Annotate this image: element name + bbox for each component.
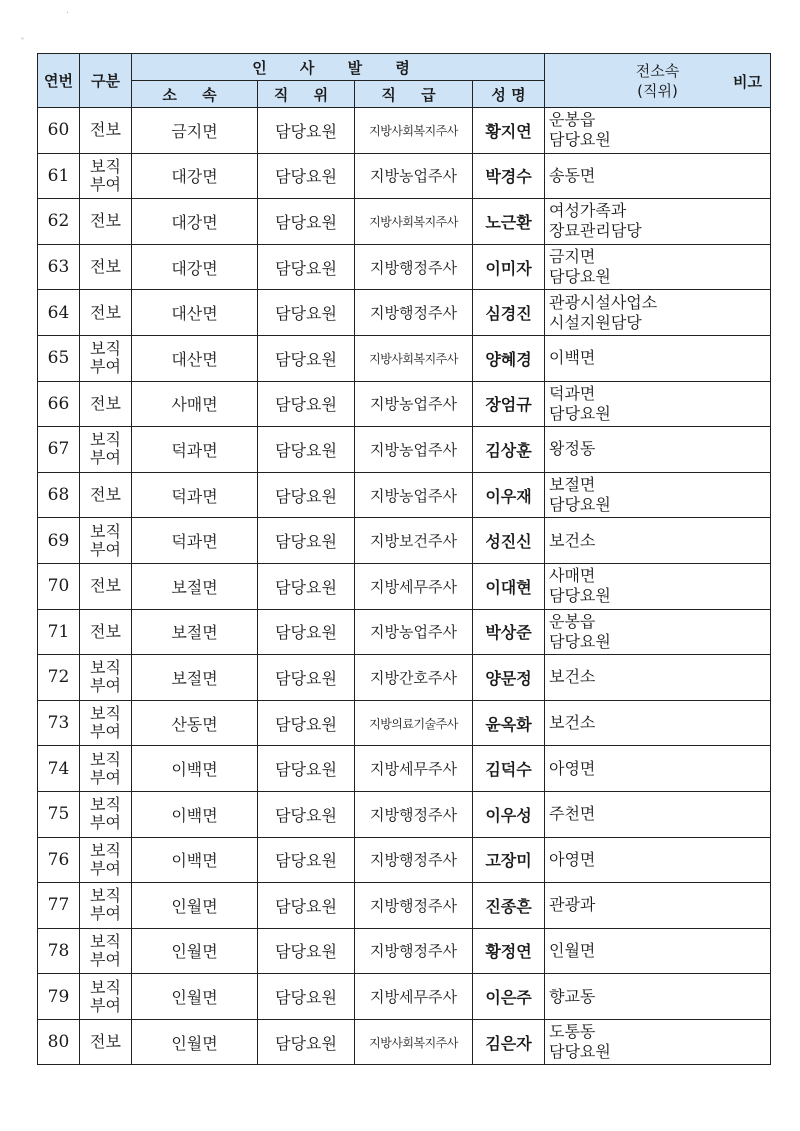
- row-name: 이우성: [473, 791, 545, 837]
- row-name: 이우재: [473, 472, 545, 518]
- row-position: 담당요원: [258, 928, 355, 974]
- row-type-line: 보직: [90, 430, 121, 450]
- row-grade: 지방행정주사: [355, 837, 473, 883]
- table-row: [38, 883, 771, 929]
- row-type-line: 전보: [90, 120, 121, 140]
- row-type-line: 부여: [90, 949, 121, 969]
- row-dest-line: 금지면: [549, 247, 596, 267]
- row-dest: [545, 928, 743, 974]
- row-type-line: 전보: [90, 485, 121, 505]
- table-header: [38, 54, 771, 108]
- header-type: 구분: [80, 54, 132, 108]
- row-remark: [743, 655, 771, 701]
- row-dept: 대강면: [132, 244, 258, 290]
- row-remark: [743, 199, 771, 245]
- row-type-line: 전보: [90, 211, 121, 231]
- table-row: [38, 974, 771, 1020]
- row-type-line: 보직: [90, 156, 121, 176]
- row-position: 담당요원: [258, 335, 355, 381]
- row-type-line: 부여: [90, 676, 121, 696]
- row-name: 황지연: [473, 108, 545, 154]
- row-position: 담당요원: [258, 746, 355, 792]
- table-row: [38, 335, 771, 381]
- row-type-line: 전보: [90, 621, 121, 641]
- row-dest-line: 보건소: [549, 713, 596, 733]
- row-dept: 대산면: [132, 335, 258, 381]
- row-dest-line: 담당요원: [549, 130, 611, 150]
- row-dest: [545, 518, 743, 564]
- table-row: [38, 108, 771, 154]
- row-remark: [743, 974, 771, 1020]
- row-dest-line: 장묘관리담당: [549, 221, 642, 241]
- row-dest-line: 사매면: [549, 566, 596, 586]
- row-dest-line: 담당요원: [549, 267, 611, 287]
- row-dest-line: 아영면: [549, 758, 596, 778]
- row-type: [80, 335, 132, 381]
- row-dest: [545, 609, 743, 655]
- row-grade: 지방보건주사: [355, 518, 473, 564]
- row-dept: 인월면: [132, 883, 258, 929]
- row-remark: [743, 108, 771, 154]
- header-remark: 비고: [733, 73, 763, 91]
- table-row: [38, 518, 771, 564]
- row-dept: 대산면: [132, 290, 258, 336]
- row-no: 60: [38, 108, 80, 154]
- row-name: 윤옥화: [473, 700, 545, 746]
- row-type-line: 보직: [90, 977, 121, 997]
- row-dept: 덕과면: [132, 518, 258, 564]
- row-no: 71: [38, 609, 80, 655]
- row-type: [80, 427, 132, 473]
- row-type: [80, 883, 132, 929]
- row-no: 72: [38, 655, 80, 701]
- row-grade: 지방농업주사: [355, 427, 473, 473]
- row-position: 담당요원: [258, 700, 355, 746]
- row-grade: 지방사회복지주사: [355, 199, 473, 245]
- row-dest-line: 운봉읍: [549, 611, 596, 631]
- row-no: 77: [38, 883, 80, 929]
- row-position: 담당요원: [258, 427, 355, 473]
- row-remark: [743, 335, 771, 381]
- row-dept: 이백면: [132, 837, 258, 883]
- row-type: [80, 700, 132, 746]
- row-position: 담당요원: [258, 472, 355, 518]
- row-grade: 지방사회복지주사: [355, 1019, 473, 1065]
- row-no: 75: [38, 791, 80, 837]
- row-type-line: 보직: [90, 749, 121, 769]
- row-type-line: 부여: [90, 813, 121, 833]
- row-name: 양혜경: [473, 335, 545, 381]
- row-remark: [743, 700, 771, 746]
- row-type-line: 보직: [90, 704, 121, 724]
- row-dept: 덕과면: [132, 472, 258, 518]
- row-type: [80, 746, 132, 792]
- table-row: [38, 837, 771, 883]
- table-row: [38, 928, 771, 974]
- row-dest: [545, 837, 743, 883]
- row-grade: 지방사회복지주사: [355, 108, 473, 154]
- row-remark: [743, 244, 771, 290]
- row-position: 담당요원: [258, 791, 355, 837]
- row-type-line: 전보: [90, 1032, 121, 1052]
- row-dest-line: 향교동: [549, 986, 596, 1006]
- row-dept: 인월면: [132, 974, 258, 1020]
- header-dest-line1: 전소속: [635, 61, 680, 80]
- row-position: 담당요원: [258, 518, 355, 564]
- row-no: 63: [38, 244, 80, 290]
- row-type: [80, 290, 132, 336]
- row-position: 담당요원: [258, 244, 355, 290]
- row-dest-line: 담당요원: [549, 495, 611, 515]
- row-type: [80, 609, 132, 655]
- row-dest-line: 담당요원: [549, 631, 611, 651]
- row-dest: [545, 472, 743, 518]
- row-position: 담당요원: [258, 974, 355, 1020]
- row-position: 담당요원: [258, 563, 355, 609]
- row-remark: [743, 928, 771, 974]
- row-name: 노근환: [473, 199, 545, 245]
- row-dest-line: 인월면: [549, 940, 596, 960]
- table-row: [38, 244, 771, 290]
- row-dest: [545, 700, 743, 746]
- row-position: 담당요원: [258, 108, 355, 154]
- row-no: 65: [38, 335, 80, 381]
- row-dest-line: 운봉읍: [549, 110, 596, 130]
- row-name: 김상훈: [473, 427, 545, 473]
- row-type-line: 부여: [90, 539, 121, 559]
- table-row: [38, 290, 771, 336]
- row-grade: 지방행정주사: [355, 928, 473, 974]
- row-no: 78: [38, 928, 80, 974]
- row-type-line: 보직: [90, 840, 121, 860]
- row-no: 76: [38, 837, 80, 883]
- row-position: 담당요원: [258, 290, 355, 336]
- row-position: 담당요원: [258, 199, 355, 245]
- row-dept: 덕과면: [132, 427, 258, 473]
- row-no: 61: [38, 153, 80, 199]
- row-dest-line: 여성가족과: [549, 201, 627, 221]
- row-grade: 지방농업주사: [355, 609, 473, 655]
- row-type-line: 전보: [90, 302, 121, 322]
- row-type-line: 부여: [90, 904, 121, 924]
- row-no: 70: [38, 563, 80, 609]
- row-dest-line: 보건소: [549, 667, 596, 687]
- row-remark: [743, 472, 771, 518]
- row-grade: 지방의료기술주사: [355, 700, 473, 746]
- row-name: 심경진: [473, 290, 545, 336]
- row-remark: [743, 153, 771, 199]
- row-dest: [545, 974, 743, 1020]
- row-type: [80, 153, 132, 199]
- row-grade: 지방사회복지주사: [355, 335, 473, 381]
- row-type-line: 보직: [90, 521, 121, 541]
- row-dest: [545, 655, 743, 701]
- row-dest-line: 담당요원: [549, 1042, 611, 1062]
- row-type-line: 부여: [90, 858, 121, 878]
- row-remark: [743, 837, 771, 883]
- table-row: [38, 1019, 771, 1065]
- row-dest: [545, 199, 743, 245]
- table-body: [38, 108, 771, 1065]
- row-type: [80, 472, 132, 518]
- row-type-line: 부여: [90, 722, 121, 742]
- row-remark: [743, 1019, 771, 1065]
- row-dest: [545, 1019, 743, 1065]
- row-type: [80, 381, 132, 427]
- table-row: [38, 655, 771, 701]
- table-row: [38, 563, 771, 609]
- row-type: [80, 199, 132, 245]
- row-dest: [545, 244, 743, 290]
- row-no: 73: [38, 700, 80, 746]
- row-dept: 대강면: [132, 199, 258, 245]
- row-type: [80, 518, 132, 564]
- row-dest-line: 송동면: [549, 165, 596, 185]
- header-dept: 소 속: [132, 81, 258, 108]
- header-dest: [545, 54, 771, 108]
- row-dest: [545, 381, 743, 427]
- row-dept: 보절면: [132, 609, 258, 655]
- row-remark: [743, 381, 771, 427]
- row-dept: 이백면: [132, 746, 258, 792]
- row-type-line: 전보: [90, 393, 121, 413]
- row-no: 64: [38, 290, 80, 336]
- row-name: 김은자: [473, 1019, 545, 1065]
- row-dept: 이백면: [132, 791, 258, 837]
- row-type-line: 보직: [90, 658, 121, 678]
- row-dest: [545, 108, 743, 154]
- row-remark: [743, 746, 771, 792]
- row-dest-line: 왕정동: [549, 439, 596, 459]
- row-dest-line: 덕과면: [549, 383, 596, 403]
- row-remark: [743, 290, 771, 336]
- row-dest-line: 관광과: [549, 895, 596, 915]
- row-dest-line: 담당요원: [549, 586, 611, 606]
- row-grade: 지방행정주사: [355, 290, 473, 336]
- row-name: 이은주: [473, 974, 545, 1020]
- row-name: 성진신: [473, 518, 545, 564]
- row-dest-line: 아영면: [549, 849, 596, 869]
- header-no: 연번: [38, 54, 80, 108]
- row-name: 진종흔: [473, 883, 545, 929]
- row-type-line: 보직: [90, 795, 121, 815]
- row-dest-line: 보절면: [549, 475, 596, 495]
- table-row: [38, 153, 771, 199]
- row-dest-line: 보건소: [549, 530, 596, 550]
- row-dest-line: 관광시설사업소: [549, 292, 658, 312]
- row-dept: 인월면: [132, 1019, 258, 1065]
- row-name: 김덕수: [473, 746, 545, 792]
- row-dept: 대강면: [132, 153, 258, 199]
- row-grade: 지방농업주사: [355, 153, 473, 199]
- row-dest: [545, 791, 743, 837]
- row-remark: [743, 427, 771, 473]
- row-grade: 지방농업주사: [355, 381, 473, 427]
- row-grade: 지방행정주사: [355, 791, 473, 837]
- row-dest: [545, 563, 743, 609]
- row-type: [80, 1019, 132, 1065]
- table-row: [38, 381, 771, 427]
- row-type-line: 부여: [90, 995, 121, 1015]
- row-grade: 지방행정주사: [355, 883, 473, 929]
- row-dest-line: 이백면: [549, 348, 596, 368]
- row-no: 80: [38, 1019, 80, 1065]
- row-remark: [743, 518, 771, 564]
- row-dest-line: 담당요원: [549, 403, 611, 423]
- row-no: 66: [38, 381, 80, 427]
- row-type: [80, 563, 132, 609]
- row-grade: 지방간호주사: [355, 655, 473, 701]
- row-dest-line: 도통동: [549, 1022, 596, 1042]
- row-remark: [743, 883, 771, 929]
- row-dest: [545, 746, 743, 792]
- row-dept: 금지면: [132, 108, 258, 154]
- row-no: 67: [38, 427, 80, 473]
- row-remark: [743, 791, 771, 837]
- row-type: [80, 655, 132, 701]
- row-name: 장엄규: [473, 381, 545, 427]
- row-grade: 지방세무주사: [355, 563, 473, 609]
- row-type-line: 부여: [90, 174, 121, 194]
- row-no: 62: [38, 199, 80, 245]
- row-grade: 지방농업주사: [355, 472, 473, 518]
- row-type-line: 전보: [90, 257, 121, 277]
- row-type-line: 부여: [90, 448, 121, 468]
- row-type: [80, 108, 132, 154]
- row-no: 79: [38, 974, 80, 1020]
- table-row: [38, 609, 771, 655]
- row-type: [80, 791, 132, 837]
- row-position: 담당요원: [258, 609, 355, 655]
- row-position: 담당요원: [258, 1019, 355, 1065]
- header-position: 직 위: [258, 81, 355, 108]
- scan-mark: ·: [66, 8, 70, 19]
- row-dest-line: 주천면: [549, 804, 596, 824]
- row-dest: [545, 153, 743, 199]
- row-dept: 보절면: [132, 563, 258, 609]
- table-row: [38, 427, 771, 473]
- row-position: 담당요원: [258, 655, 355, 701]
- row-type: [80, 837, 132, 883]
- row-name: 이대현: [473, 563, 545, 609]
- row-no: 68: [38, 472, 80, 518]
- row-type-line: 전보: [90, 576, 121, 596]
- row-remark: [743, 563, 771, 609]
- row-dept: 인월면: [132, 928, 258, 974]
- row-name: 박상준: [473, 609, 545, 655]
- row-dest: [545, 290, 743, 336]
- row-type: [80, 928, 132, 974]
- personnel-order-sheet: [37, 53, 770, 1065]
- header-grade: 직 급: [355, 81, 473, 108]
- header-order: 인 사 발 령: [132, 54, 545, 81]
- row-dest: [545, 883, 743, 929]
- row-type: [80, 974, 132, 1020]
- row-dest: [545, 335, 743, 381]
- row-type-line: 부여: [90, 357, 121, 377]
- row-position: 담당요원: [258, 837, 355, 883]
- row-type: [80, 244, 132, 290]
- table-row: [38, 199, 771, 245]
- row-grade: 지방세무주사: [355, 746, 473, 792]
- row-no: 74: [38, 746, 80, 792]
- row-no: 69: [38, 518, 80, 564]
- header-name: 성 명: [473, 81, 545, 108]
- row-position: 담당요원: [258, 153, 355, 199]
- row-name: 이미자: [473, 244, 545, 290]
- row-dept: 보절면: [132, 655, 258, 701]
- row-name: 양문정: [473, 655, 545, 701]
- row-type-line: 부여: [90, 767, 121, 787]
- row-grade: 지방행정주사: [355, 244, 473, 290]
- row-dest: [545, 427, 743, 473]
- scan-mark: ˇ: [20, 38, 25, 49]
- table-row: [38, 791, 771, 837]
- table-row: [38, 472, 771, 518]
- row-type-line: 보직: [90, 886, 121, 906]
- row-dest-line: 시설지원담당: [549, 312, 642, 332]
- table-row: [38, 746, 771, 792]
- row-dept: 산동면: [132, 700, 258, 746]
- table-row: [38, 700, 771, 746]
- row-position: 담당요원: [258, 381, 355, 427]
- row-name: 박경수: [473, 153, 545, 199]
- row-type-line: 보직: [90, 931, 121, 951]
- personnel-table: [37, 53, 771, 1065]
- row-position: 담당요원: [258, 883, 355, 929]
- row-name: 황정연: [473, 928, 545, 974]
- header-dest-line2: (직위): [637, 81, 678, 100]
- row-dept: 사매면: [132, 381, 258, 427]
- row-grade: 지방세무주사: [355, 974, 473, 1020]
- row-type-line: 보직: [90, 339, 121, 359]
- row-remark: [743, 609, 771, 655]
- row-name: 고장미: [473, 837, 545, 883]
